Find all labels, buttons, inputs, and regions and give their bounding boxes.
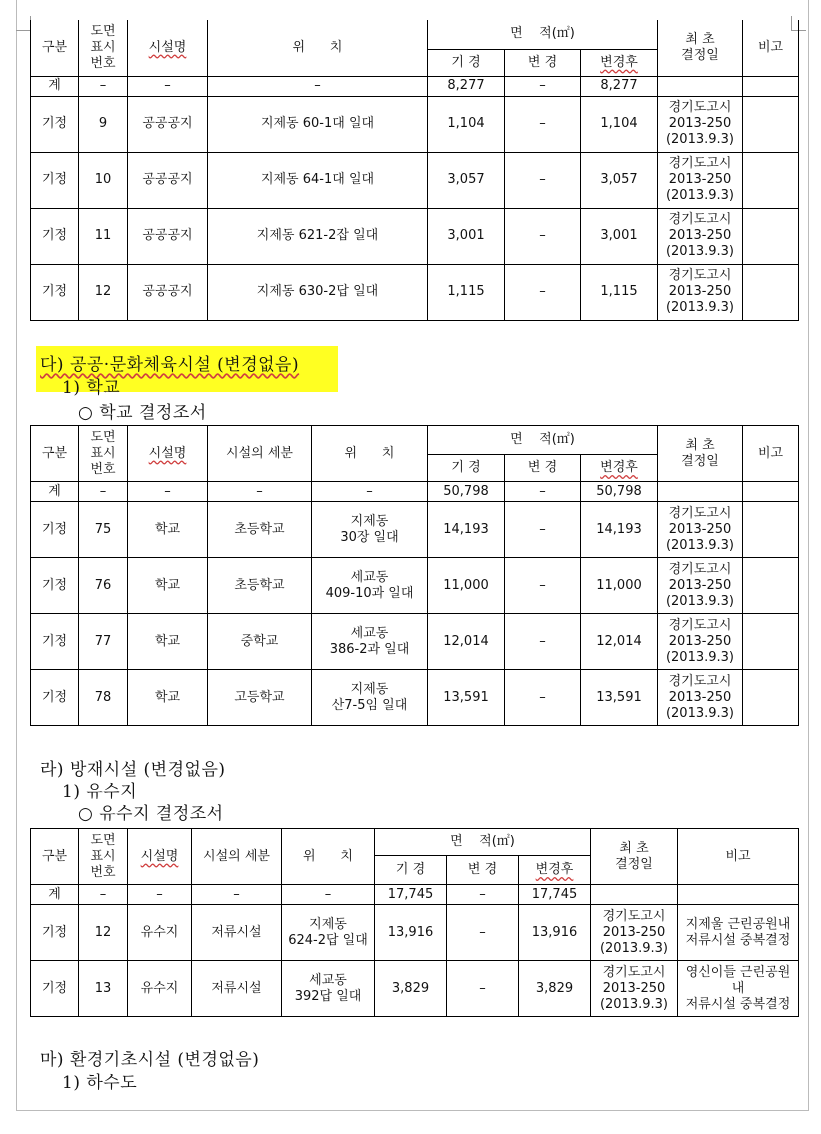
total-location: – <box>208 76 428 96</box>
total-map-no: – <box>79 482 128 502</box>
cell-line: 2013-250 <box>668 228 732 243</box>
row-map-no: 9 <box>79 96 128 152</box>
header-after: 변경후 <box>581 49 658 76</box>
row-map-no: 10 <box>79 152 128 208</box>
header-note: 비고 <box>743 20 799 76</box>
row-decision <box>658 614 743 670</box>
cell-line: 결정일 <box>681 47 719 63</box>
total-map-no: – <box>79 76 128 96</box>
row-existing: 1,115 <box>428 264 505 320</box>
cell-line: 30장 일대 <box>340 529 399 545</box>
row-decision <box>658 96 743 152</box>
total-type: 계 <box>31 482 79 502</box>
row-change: – <box>505 614 581 670</box>
retention-table <box>30 828 799 1017</box>
total-location: – <box>282 885 375 905</box>
retention-decision-title: ○ 유수지 결정조서 <box>78 804 224 824</box>
total-change: – <box>505 482 581 502</box>
total-facility: – <box>128 482 208 502</box>
total-facility: – <box>128 76 208 96</box>
cell-line: 2013-250 <box>668 284 732 299</box>
header-facility: 시설명 <box>128 426 208 482</box>
cell-line: 392답 일대 <box>294 988 362 1004</box>
row-after: 14,193 <box>581 502 658 558</box>
header-detail: 시설의 세분 <box>208 426 312 482</box>
header-type: 구분 <box>31 20 79 76</box>
header-after: 변경후 <box>581 455 658 482</box>
row-decision <box>658 152 743 208</box>
row-location: 지제동 60-1대 일대 <box>208 96 428 152</box>
cell-line: 표시 <box>90 848 116 864</box>
cell-line: 결정일 <box>681 453 719 469</box>
cell-line: 2013-250 <box>602 980 666 996</box>
cell-line: 2013-250 <box>668 521 732 537</box>
row-note <box>743 614 799 670</box>
header-type: 구분 <box>31 829 79 885</box>
cell-line: (2013.9.3) <box>665 244 735 259</box>
cell-line: (2013.9.3) <box>665 300 735 315</box>
table-row <box>31 152 799 208</box>
header-type: 구분 <box>31 426 79 482</box>
row-note <box>678 961 799 1017</box>
table-row <box>31 670 799 726</box>
total-row <box>31 76 799 96</box>
total-row <box>31 482 799 502</box>
subheading-school: 1) 학교 <box>62 378 121 398</box>
row-change: – <box>447 905 519 961</box>
header-note: 비고 <box>743 426 799 482</box>
total-decision <box>658 76 743 96</box>
total-type: 계 <box>31 76 79 96</box>
row-type: 기정 <box>31 558 79 614</box>
row-facility: 학교 <box>128 558 208 614</box>
cell-line: 409-10과 일대 <box>325 585 414 601</box>
row-after: 13,916 <box>519 905 591 961</box>
row-type: 기정 <box>31 961 79 1017</box>
total-location: – <box>312 482 428 502</box>
cell-line: 표시 <box>90 445 116 461</box>
cell-line: 경기도고시 <box>602 964 666 980</box>
row-existing: 3,829 <box>375 961 447 1017</box>
school-table <box>30 425 799 726</box>
row-location <box>282 905 375 961</box>
total-row <box>31 885 799 905</box>
total-decision <box>658 482 743 502</box>
header-facility: 시설명 <box>128 20 208 76</box>
row-type: 기정 <box>31 96 79 152</box>
row-detail: 초등학교 <box>208 502 312 558</box>
row-facility: 유수지 <box>128 905 192 961</box>
header-map-no <box>79 426 128 482</box>
cell-line: 624-2답 일대 <box>288 932 368 948</box>
row-after: 3,057 <box>581 152 658 208</box>
header-change: 변 경 <box>505 49 581 76</box>
row-type: 기정 <box>31 670 79 726</box>
total-note <box>743 76 799 96</box>
header-area: 면 적(㎡) <box>428 426 658 455</box>
row-detail: 저류시설 <box>192 961 282 1017</box>
cell-line: 최 초 <box>685 437 715 453</box>
cell-line: 도면 <box>90 23 116 39</box>
header-existing: 기 경 <box>428 455 505 482</box>
header-location: 위 치 <box>312 426 428 482</box>
cell-line: 경기도고시 <box>668 268 732 283</box>
row-change: – <box>505 502 581 558</box>
section-heading-public-culture: 다) 공공·문화체육시설 (변경없음) <box>40 355 300 375</box>
total-after: 50,798 <box>581 482 658 502</box>
row-type: 기정 <box>31 614 79 670</box>
total-change: – <box>447 885 519 905</box>
table-row <box>31 558 799 614</box>
row-after: 13,591 <box>581 670 658 726</box>
cell-line: (2013.9.3) <box>665 537 735 553</box>
row-change: – <box>505 264 581 320</box>
row-existing: 11,000 <box>428 558 505 614</box>
cell-line: 경기도고시 <box>602 908 666 924</box>
row-facility: 공공공지 <box>128 152 208 208</box>
row-note <box>743 558 799 614</box>
header-existing: 기 경 <box>375 856 447 885</box>
row-note <box>743 208 799 264</box>
cell-line: 지제울 근린공원내 <box>685 916 791 932</box>
row-existing: 3,001 <box>428 208 505 264</box>
row-map-no: 13 <box>79 961 128 1017</box>
table-row <box>31 208 799 264</box>
cell-line: 경기도고시 <box>668 673 732 689</box>
row-facility: 공공공지 <box>128 264 208 320</box>
cell-line: (2013.9.3) <box>599 940 669 956</box>
row-location: 지제동 621-2잡 일대 <box>208 208 428 264</box>
cell-line: 경기도고시 <box>668 156 732 171</box>
row-detail: 저류시설 <box>192 905 282 961</box>
cell-line: 2013-250 <box>668 577 732 593</box>
cell-line: 경기도고시 <box>668 617 732 633</box>
row-existing: 12,014 <box>428 614 505 670</box>
row-type: 기정 <box>31 152 79 208</box>
row-facility: 학교 <box>128 614 208 670</box>
row-decision <box>658 502 743 558</box>
total-change: – <box>505 76 581 96</box>
cell-line: 영신이들 근린공원내 <box>685 964 791 996</box>
row-note <box>743 502 799 558</box>
row-map-no: 77 <box>79 614 128 670</box>
row-decision <box>658 264 743 320</box>
cell-line: 표시 <box>90 39 116 55</box>
row-note <box>743 96 799 152</box>
row-existing: 3,057 <box>428 152 505 208</box>
cell-line: (2013.9.3) <box>665 705 735 721</box>
row-after: 3,829 <box>519 961 591 1017</box>
page-corner-mark <box>16 16 31 31</box>
total-after: 17,745 <box>519 885 591 905</box>
table-row <box>31 614 799 670</box>
cell-line: (2013.9.3) <box>599 996 669 1012</box>
row-detail: 중학교 <box>208 614 312 670</box>
cell-line: 지제동 <box>309 916 347 932</box>
row-detail: 고등학교 <box>208 670 312 726</box>
row-decision <box>658 208 743 264</box>
cell-line: 2013-250 <box>668 633 732 649</box>
row-change: – <box>505 558 581 614</box>
row-decision <box>591 961 678 1017</box>
cell-line: 경기도고시 <box>668 505 732 521</box>
header-note: 비고 <box>678 829 799 885</box>
public-space-table <box>30 20 799 321</box>
row-location: 지제동 630-2답 일대 <box>208 264 428 320</box>
cell-line: (2013.9.3) <box>665 132 735 147</box>
row-location <box>282 961 375 1017</box>
cell-line: 386-2과 일대 <box>329 641 410 657</box>
row-location <box>312 614 428 670</box>
row-facility: 유수지 <box>128 961 192 1017</box>
cell-line: 경기도고시 <box>668 212 732 227</box>
row-type: 기정 <box>31 502 79 558</box>
total-detail: – <box>192 885 282 905</box>
cell-line: 저류시설 중복결정 <box>685 932 791 948</box>
row-note <box>678 905 799 961</box>
header-facility: 시설명 <box>128 829 192 885</box>
row-type: 기정 <box>31 264 79 320</box>
total-note <box>743 482 799 502</box>
row-map-no: 11 <box>79 208 128 264</box>
row-change: – <box>505 670 581 726</box>
row-facility: 공공공지 <box>128 96 208 152</box>
total-detail: – <box>208 482 312 502</box>
row-note <box>743 670 799 726</box>
cell-line: 경기도고시 <box>668 561 732 577</box>
cell-line: 도면 <box>90 832 116 848</box>
row-facility: 공공공지 <box>128 208 208 264</box>
total-note <box>678 885 799 905</box>
cell-line: 세교동 <box>350 625 389 641</box>
cell-line: 지제동 <box>350 681 389 697</box>
cell-line: 최 초 <box>685 31 715 47</box>
row-detail: 초등학교 <box>208 558 312 614</box>
table-row <box>31 96 799 152</box>
row-map-no: 75 <box>79 502 128 558</box>
row-decision <box>591 905 678 961</box>
header-first-decision <box>658 20 743 76</box>
school-decision-title: ○ 학교 결정조서 <box>78 403 207 423</box>
row-note <box>743 264 799 320</box>
row-map-no: 76 <box>79 558 128 614</box>
cell-line: 산7-5임 일대 <box>331 697 408 713</box>
subheading-sewer: 1) 하수도 <box>62 1073 138 1093</box>
cell-line: 2013-250 <box>668 689 732 705</box>
cell-line: 경기도고시 <box>668 100 732 115</box>
table-row <box>31 961 799 1017</box>
cell-line: 지제동 <box>350 513 389 529</box>
section-heading-environment: 마) 환경기초시설 (변경없음) <box>40 1050 260 1070</box>
row-existing: 1,104 <box>428 96 505 152</box>
row-change: – <box>505 152 581 208</box>
row-location: 지제동 64-1대 일대 <box>208 152 428 208</box>
total-decision <box>591 885 678 905</box>
header-existing: 기 경 <box>428 49 505 76</box>
header-location: 위 치 <box>208 20 428 76</box>
row-after: 11,000 <box>581 558 658 614</box>
row-change: – <box>505 208 581 264</box>
header-first-decision <box>591 829 678 885</box>
row-after: 1,104 <box>581 96 658 152</box>
header-map-no <box>79 829 128 885</box>
cell-line: 2013-250 <box>668 172 732 187</box>
total-map-no: – <box>79 885 128 905</box>
section-heading-disaster: 라) 방재시설 (변경없음) <box>40 760 226 780</box>
header-area: 면 적(㎡) <box>428 20 658 49</box>
cell-line: 결정일 <box>615 856 653 872</box>
row-location <box>312 670 428 726</box>
subheading-retention: 1) 유수지 <box>62 782 138 802</box>
row-existing: 13,916 <box>375 905 447 961</box>
cell-line: 번호 <box>90 461 116 477</box>
row-facility: 학교 <box>128 670 208 726</box>
row-change: – <box>447 961 519 1017</box>
row-existing: 13,591 <box>428 670 505 726</box>
table-row <box>31 502 799 558</box>
header-detail: 시설의 세분 <box>192 829 282 885</box>
cell-line: 세교동 <box>350 569 389 585</box>
total-existing: 50,798 <box>428 482 505 502</box>
header-map-no <box>79 20 128 76</box>
row-map-no: 78 <box>79 670 128 726</box>
row-after: 3,001 <box>581 208 658 264</box>
row-note <box>743 152 799 208</box>
cell-line: (2013.9.3) <box>665 649 735 665</box>
total-facility: – <box>128 885 192 905</box>
row-decision <box>658 558 743 614</box>
cell-line: 번호 <box>90 55 116 71</box>
total-after: 8,277 <box>581 76 658 96</box>
row-location <box>312 502 428 558</box>
row-existing: 14,193 <box>428 502 505 558</box>
cell-line: (2013.9.3) <box>665 188 735 203</box>
row-location <box>312 558 428 614</box>
header-area: 면 적(㎡) <box>375 829 591 856</box>
header-change: 변 경 <box>447 856 519 885</box>
total-existing: 17,745 <box>375 885 447 905</box>
total-type: 계 <box>31 885 79 905</box>
header-change: 변 경 <box>505 455 581 482</box>
cell-line: 세교동 <box>309 972 347 988</box>
total-existing: 8,277 <box>428 76 505 96</box>
row-map-no: 12 <box>79 905 128 961</box>
row-after: 12,014 <box>581 614 658 670</box>
row-facility: 학교 <box>128 502 208 558</box>
row-decision <box>658 670 743 726</box>
cell-line: 최 초 <box>619 840 649 856</box>
row-after: 1,115 <box>581 264 658 320</box>
cell-line: 2013-250 <box>668 116 732 131</box>
cell-line: 번호 <box>90 864 116 880</box>
header-first-decision <box>658 426 743 482</box>
cell-line: 2013-250 <box>602 924 666 940</box>
cell-line: 도면 <box>90 429 116 445</box>
table-row <box>31 905 799 961</box>
row-map-no: 12 <box>79 264 128 320</box>
header-after: 변경후 <box>519 856 591 885</box>
cell-line: (2013.9.3) <box>665 593 735 609</box>
row-type: 기정 <box>31 208 79 264</box>
cell-line: 저류시설 중복결정 <box>685 996 791 1012</box>
row-change: – <box>505 96 581 152</box>
header-location: 위 치 <box>282 829 375 885</box>
row-type: 기정 <box>31 905 79 961</box>
table-row <box>31 264 799 320</box>
